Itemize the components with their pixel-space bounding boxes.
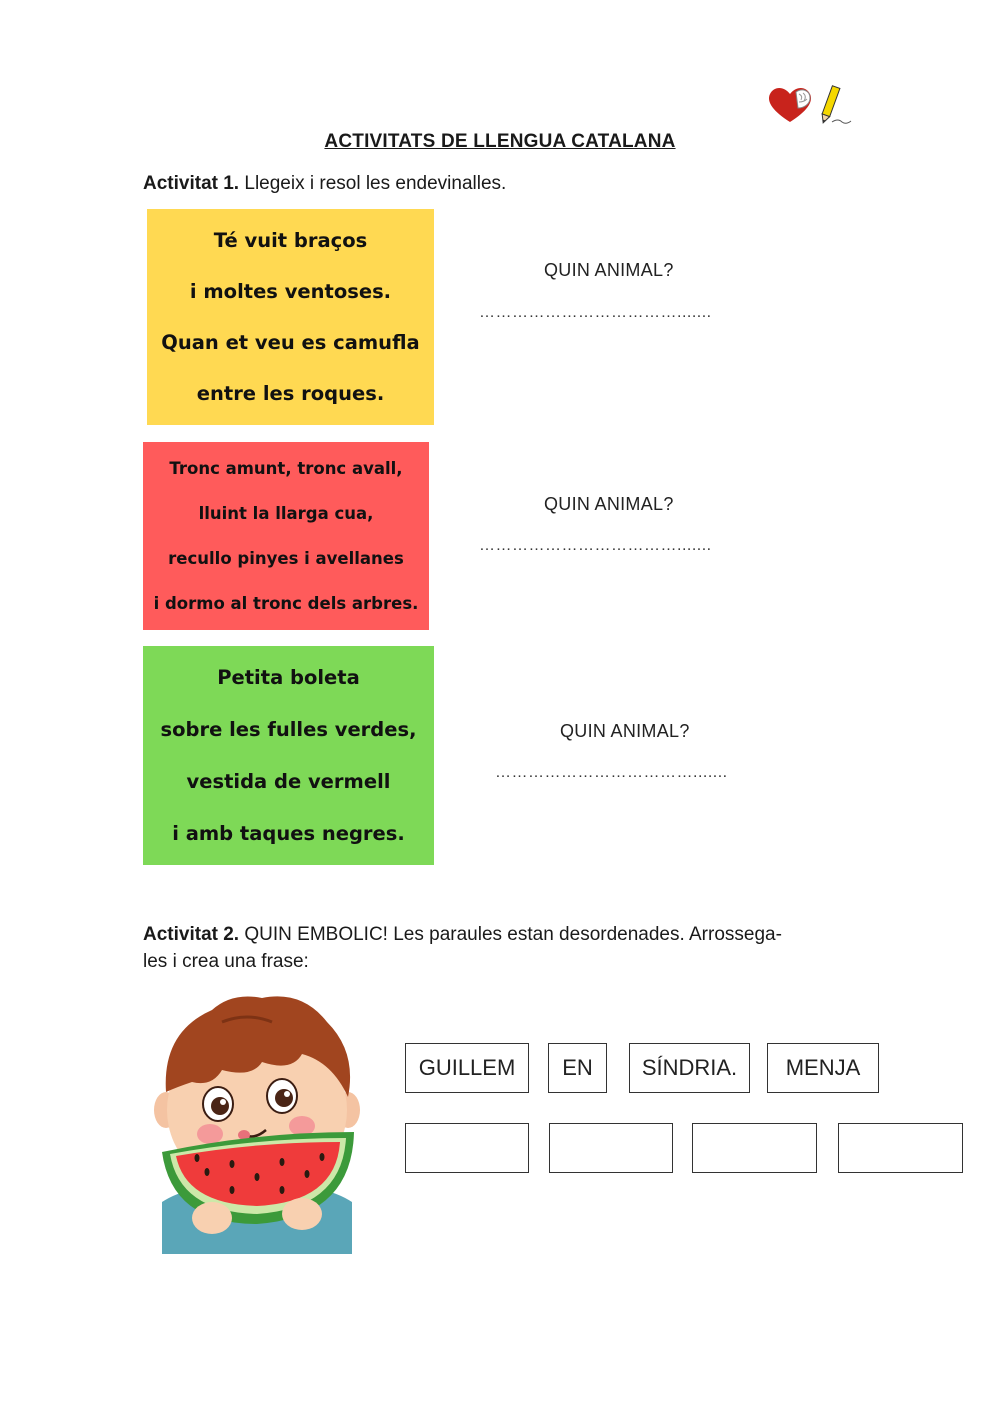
drop-slot-3[interactable] [692,1123,817,1173]
answer-field[interactable]: ………………………………....... [479,304,712,321]
drop-slot-1[interactable] [405,1123,529,1173]
riddle-line: Tronc amunt, tronc avall, [169,459,403,478]
riddle-line: Quan et veu es camufla [161,331,420,354]
riddle-line: Petita boleta [217,666,360,690]
answer-field[interactable]: ………………………………....... [479,537,712,554]
riddle-question: QUIN ANIMAL? [544,494,674,514]
riddle-line: lluint la llarga cua, [198,504,374,523]
word-tile-en[interactable]: EN [548,1043,607,1093]
riddle-card-squirrel [143,442,429,630]
riddle-line: i amb taques negres. [172,821,405,845]
word-tile-guillem[interactable]: GUILLEM [405,1043,529,1093]
word-tile-sindria[interactable]: SÍNDRIA. [629,1043,750,1093]
activity1-text: Llegeix i resol les endevinalles. [239,173,507,194]
riddle-line: i dormo al tronc dels arbres. [153,594,419,613]
boy-eating-watermelon-icon [152,992,362,1254]
riddle-line: entre les roques. [196,382,385,405]
drop-slot-2[interactable] [549,1123,673,1173]
riddle-line: sobre les fulles verdes, [160,718,417,742]
activity1-label: Activitat 1. [143,173,240,194]
word-tile-menja[interactable]: MENJA [767,1043,879,1093]
answer-field[interactable]: ………………………………....... [495,764,728,781]
riddle-line: vestida de vermell [186,769,391,793]
heart-pencil-logo-icon [766,82,858,128]
riddle-line: i moltes ventoses. [189,280,392,303]
riddle-question: QUIN ANIMAL? [544,260,674,280]
riddle-line: Té vuit braços [213,229,368,252]
activity2-instruction [143,921,863,975]
activity2-text-line2: les i crea una frase: [143,951,309,972]
activity2-label: Activitat 2. [143,924,240,945]
page-title: ACTIVITATS DE LLENGUA CATALANA [324,131,676,152]
activity1-instruction [143,170,506,197]
riddle-line: recullo pinyes i avellanes [168,549,404,568]
riddle-card-ladybug [143,646,434,865]
riddle-question: QUIN ANIMAL? [560,721,690,741]
drop-slot-4[interactable] [838,1123,963,1173]
riddle-card-octopus [147,209,434,425]
activity2-text-line1: QUIN EMBOLIC! Les paraules estan desordenades. Arrossega- [239,924,782,945]
